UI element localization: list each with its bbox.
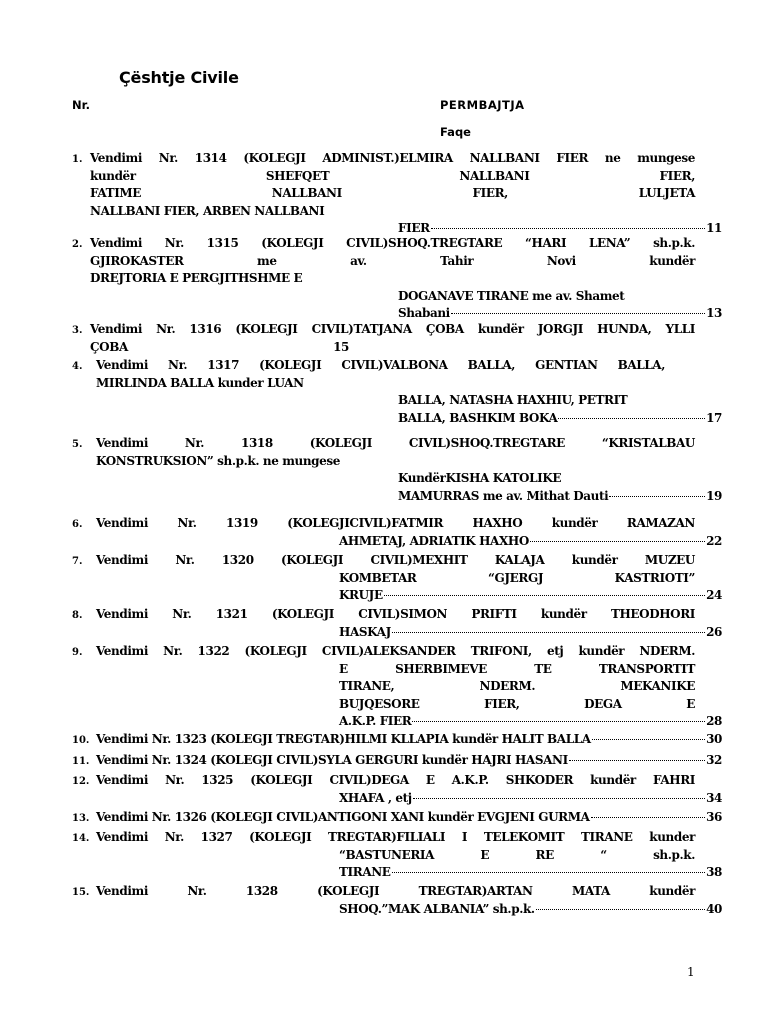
entry-text-line: FIER bbox=[398, 221, 430, 235]
column-header-number: Nr. bbox=[72, 98, 91, 112]
entry-page-number: 17 bbox=[706, 410, 722, 425]
entry-leader-line bbox=[96, 731, 722, 748]
entry-text-line: “BASTUNERIA E RE “ sh.p.k. bbox=[339, 847, 695, 862]
entry-page-number: 36 bbox=[706, 810, 722, 824]
entry-text-line: Vendimi Nr. 1328 (KOLEGJI TREGTAR)ARTAN MATA kundër bbox=[96, 884, 695, 898]
entry-text-line: TIRANE, NDERM. MEKANIKE bbox=[339, 679, 695, 693]
dot-leader bbox=[558, 417, 705, 419]
entry-text-line: A.K.P. FIER bbox=[339, 714, 412, 728]
entry-text-line: Vendimi Nr. 1318 (KOLEGJI CIVIL)SHOQ.TREGTARE “KRISTALBAU bbox=[96, 436, 695, 450]
dot-leader bbox=[431, 227, 705, 229]
entry-text-line: Vendimi Nr. 1319 (KOLEGJICIVIL)FATMIR HAXHO kundër RAMAZAN bbox=[96, 516, 695, 530]
dot-leader bbox=[413, 797, 705, 799]
entry-page-number: 38 bbox=[706, 865, 722, 879]
entry-text-line: HASKAJ bbox=[339, 624, 391, 639]
entry-leader-line bbox=[339, 587, 722, 604]
entry-text-line: Vendimi Nr. 1314 (KOLEGJI ADMINIST.)ELMIRA NALLBANI FIER ne mungese bbox=[90, 151, 695, 165]
entry-text-line: GJIROKASTER me av. Tahir Novi kundër bbox=[90, 253, 695, 268]
dot-leader bbox=[412, 720, 705, 722]
entry-leader-line bbox=[339, 901, 722, 918]
entry-text-line: KOMBETAR “GJERGJ KASTRIOTI” bbox=[339, 570, 695, 585]
entry-text-line: XHAFA , etj bbox=[339, 790, 412, 805]
entry-number: 7. bbox=[72, 556, 83, 567]
entry-leader-line bbox=[339, 533, 722, 550]
dot-leader bbox=[451, 312, 705, 314]
entry-text-line: Shabani bbox=[398, 306, 450, 320]
entry-page-number: 28 bbox=[706, 714, 722, 728]
entry-page-number: 32 bbox=[706, 753, 722, 767]
dot-leader bbox=[392, 871, 706, 873]
entry-number: 14. bbox=[72, 833, 90, 844]
entry-page-number: 40 bbox=[706, 901, 722, 916]
document-title: Çështje Civile bbox=[119, 68, 239, 87]
entry-text-line: MIRLINDA BALLA kunder LUAN bbox=[96, 375, 304, 390]
entry-text-line: ÇOBA 15 bbox=[90, 339, 349, 354]
entry-text-line: DOGANAVE TIRANE me av. Shamet bbox=[398, 288, 625, 303]
entry-text-line: E SHERBIMEVE TE TRANSPORTIT bbox=[339, 661, 695, 676]
entry-number: 6. bbox=[72, 519, 83, 530]
entry-text-line: Vendimi Nr. 1325 (KOLEGJI CIVIL)DEGA E A.K.P. SHKODER kundër FAHRI bbox=[96, 773, 695, 787]
entry-text-line: Vendimi Nr. 1321 (KOLEGJI CIVIL)SIMON PRIFTI kundër THEODHORI bbox=[96, 607, 695, 621]
entry-text-line: FATIME NALLBANI FIER, LULJETA bbox=[90, 186, 695, 200]
page-number: 1 bbox=[687, 965, 695, 979]
dot-leader bbox=[591, 816, 706, 818]
entry-text-line: BUJQESORE FIER, DEGA E bbox=[339, 696, 695, 711]
entry-text-line: KRUJE bbox=[339, 588, 383, 602]
column-header-content: PERMBAJTJA bbox=[440, 98, 525, 112]
entry-page-number: 26 bbox=[706, 624, 722, 639]
entry-page-number: 22 bbox=[706, 533, 722, 548]
entry-text-line: Vendimi Nr. 1315 (KOLEGJI CIVIL)SHOQ.TREGTARE “HARI LENA” sh.p.k. bbox=[90, 236, 695, 250]
entry-text-line: Vendimi Nr. 1316 (KOLEGJI CIVIL)TATJANA ÇOBA kundër JORGJI HUNDA, YLLI bbox=[90, 322, 695, 336]
entry-text-line: Vendimi Nr. 1322 (KOLEGJI CIVIL)ALEKSANDER TRIFONI, etj kundër NDERM. bbox=[96, 644, 695, 658]
entry-text-line: TIRANE bbox=[339, 865, 391, 879]
entry-text-line: Vendimi Nr. 1320 (KOLEGJI CIVIL)MEXHIT KALAJA kundër MUZEU bbox=[96, 553, 695, 567]
entry-number: 13. bbox=[72, 813, 90, 824]
entry-number: 11. bbox=[72, 756, 90, 767]
column-header-page: Faqe bbox=[440, 125, 471, 139]
dot-leader bbox=[530, 540, 705, 542]
entry-page-number: 13 bbox=[706, 306, 722, 320]
entry-number: 10. bbox=[72, 735, 90, 746]
entry-number: 15. bbox=[72, 887, 90, 898]
entry-leader-line bbox=[339, 624, 722, 641]
entry-number: 12. bbox=[72, 776, 90, 787]
entry-text-line: Vendimi Nr. 1324 (KOLEGJI CIVIL)SYLA GERGURI kundër HAJRI HASANI bbox=[96, 753, 568, 767]
entry-text-line: Vendimi Nr. 1327 (KOLEGJI TREGTAR)FILIALI I TELEKOMIT TIRANE kunder bbox=[96, 830, 695, 844]
entry-leader-line bbox=[339, 713, 722, 730]
entry-number: 9. bbox=[72, 647, 83, 658]
entry-leader-line bbox=[398, 305, 722, 322]
dot-leader bbox=[536, 908, 705, 910]
entry-page-number: 19 bbox=[706, 488, 722, 503]
entry-leader-line bbox=[339, 864, 722, 881]
entry-page-number: 30 bbox=[706, 732, 722, 746]
entry-leader-line bbox=[96, 809, 722, 826]
entry-text-line: KONSTRUKSION” sh.p.k. ne mungese bbox=[96, 453, 340, 468]
entry-page-number: 24 bbox=[706, 588, 722, 602]
entry-leader-line bbox=[96, 752, 722, 769]
dot-leader bbox=[384, 594, 705, 596]
entry-text-line: BALLA, NATASHA HAXHIU, PETRIT bbox=[398, 393, 628, 407]
dot-leader bbox=[569, 759, 705, 761]
entry-text-line: kundër SHEFQET NALLBANI FIER, bbox=[90, 168, 695, 183]
entry-leader-line bbox=[339, 790, 722, 807]
entry-text-line: DREJTORIA E PERGJITHSHME E bbox=[90, 271, 303, 285]
dot-leader bbox=[609, 495, 705, 497]
entry-text-line: Vendimi Nr. 1326 (KOLEGJI CIVIL)ANTIGONI XANI kundër EVGJENI GURMA bbox=[96, 810, 590, 824]
entry-number: 8. bbox=[72, 610, 83, 621]
dot-leader bbox=[592, 738, 705, 740]
entry-text-line: SHOQ.”MAK ALBANIA” sh.p.k. bbox=[339, 901, 535, 916]
entry-page-number: 34 bbox=[706, 790, 722, 805]
entry-text-line: Vendimi Nr. 1323 (KOLEGJI TREGTAR)HILMI KLLAPIA kundër HALIT BALLA bbox=[96, 732, 591, 746]
entry-number: 5. bbox=[72, 439, 83, 450]
dot-leader bbox=[392, 631, 705, 633]
entry-text-line: BALLA, BASHKIM BOKA bbox=[398, 410, 558, 425]
entry-leader-line bbox=[398, 488, 722, 505]
entry-text-line: KundërKISHA KATOLIKE bbox=[398, 471, 562, 485]
entry-text-line: AHMETAJ, ADRIATIK HAXHO bbox=[339, 533, 529, 548]
entry-leader-line bbox=[398, 410, 722, 427]
entry-number: 3. bbox=[72, 325, 83, 336]
entry-text-line: Vendimi Nr. 1317 (KOLEGJI CIVIL)VALBONA BALLA, GENTIAN BALLA, bbox=[96, 358, 665, 372]
entry-text-line: NALLBANI FIER, ARBEN NALLBANI bbox=[90, 203, 325, 218]
entry-number: 2. bbox=[72, 239, 83, 250]
entry-number: 4. bbox=[72, 361, 83, 372]
entry-page-number: 11 bbox=[706, 221, 722, 235]
entry-text-line: MAMURRAS me av. Mithat Dauti bbox=[398, 488, 609, 503]
entry-number: 1. bbox=[72, 154, 83, 165]
